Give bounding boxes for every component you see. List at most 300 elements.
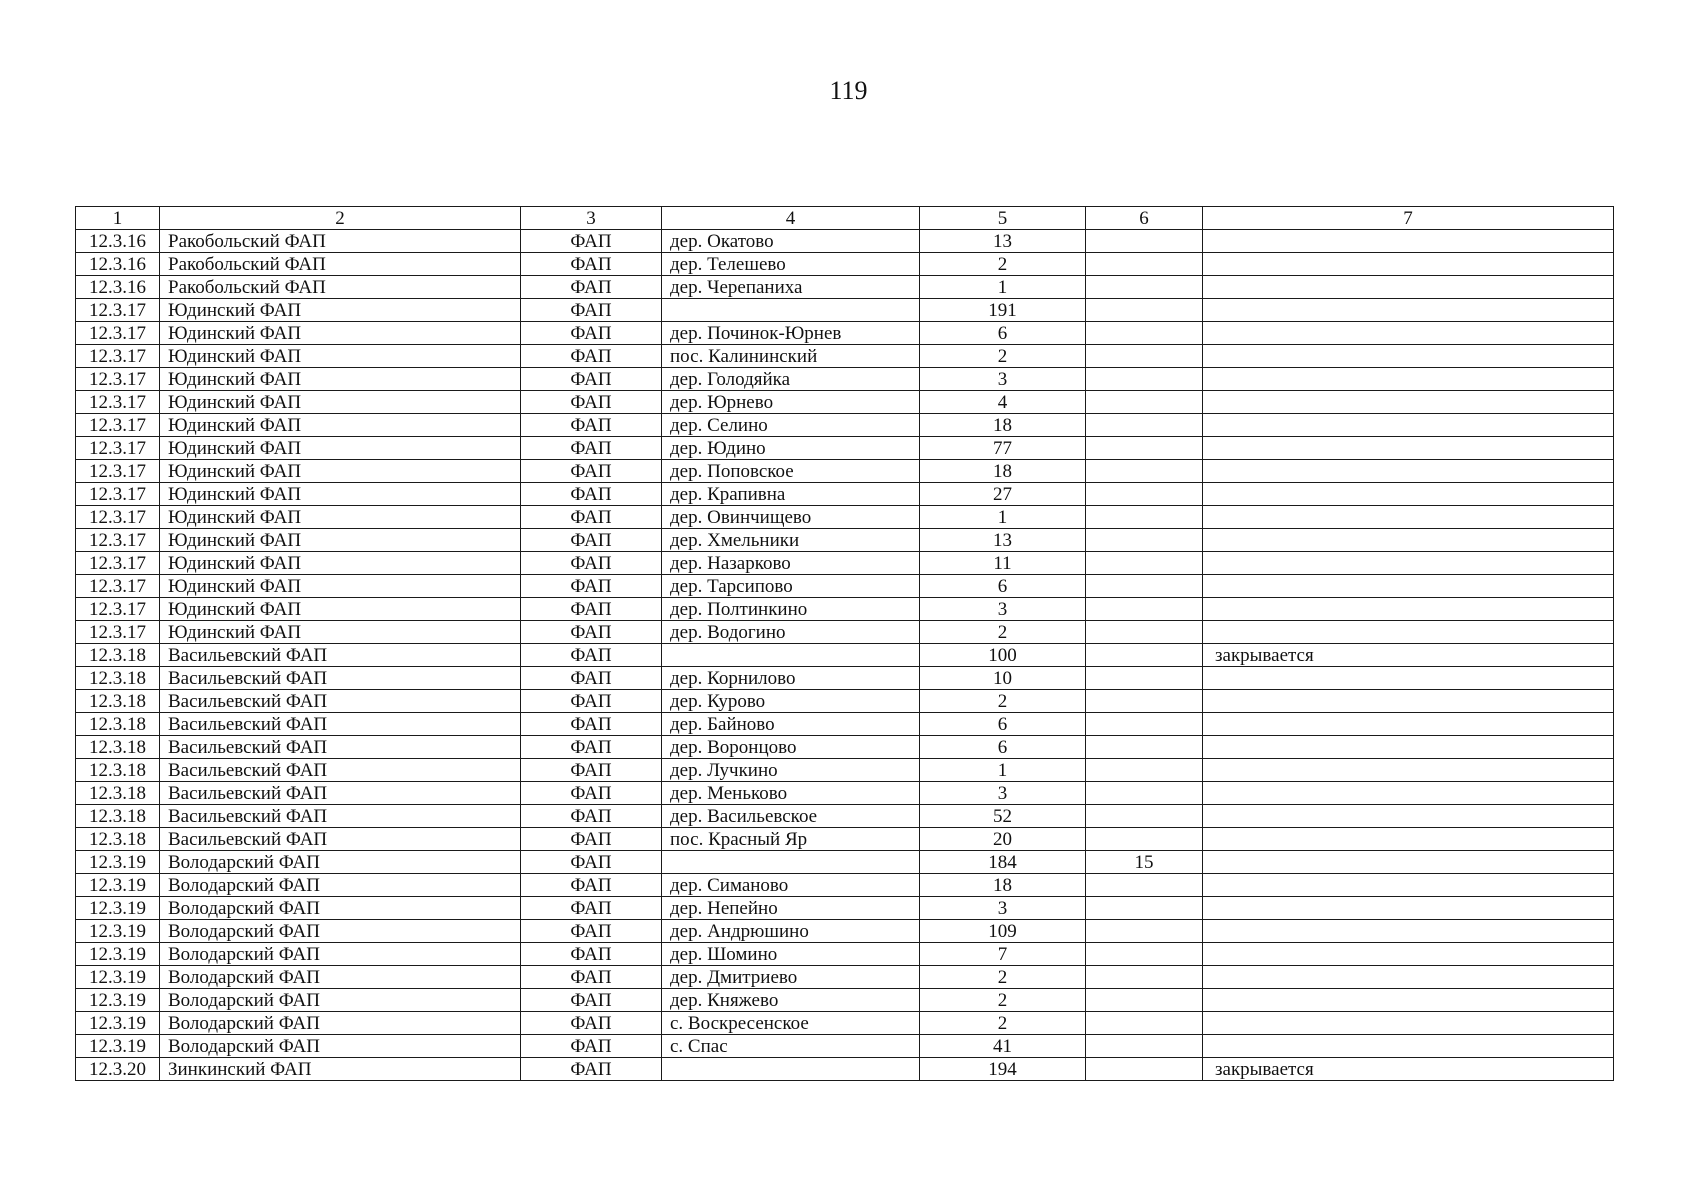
population-cell: 3 [920, 598, 1086, 621]
note-cell [1203, 506, 1614, 529]
facility-type-cell: ФАП [521, 805, 662, 828]
facility-type-cell: ФАП [521, 966, 662, 989]
column-6-cell [1086, 966, 1203, 989]
table-row [76, 1012, 1614, 1035]
facility-type-cell: ФАП [521, 230, 662, 253]
row-number-cell: 12.3.19 [76, 920, 160, 943]
table-row [76, 391, 1614, 414]
row-number-cell: 12.3.18 [76, 759, 160, 782]
note-cell [1203, 943, 1614, 966]
population-cell: 18 [920, 460, 1086, 483]
population-cell: 191 [920, 299, 1086, 322]
population-cell: 13 [920, 529, 1086, 552]
facility-type-cell: ФАП [521, 1058, 662, 1081]
table-row [76, 897, 1614, 920]
row-number-cell: 12.3.17 [76, 460, 160, 483]
header-row [76, 207, 1614, 230]
facility-name-cell: Юдинский ФАП [160, 575, 521, 598]
row-number-cell: 12.3.17 [76, 483, 160, 506]
facility-name-cell: Зинкинский ФАП [160, 1058, 521, 1081]
table-row [76, 322, 1614, 345]
table-row [76, 966, 1614, 989]
facility-type-cell: ФАП [521, 529, 662, 552]
header-cell-3: 3 [521, 207, 662, 230]
row-number-cell: 12.3.17 [76, 322, 160, 345]
note-cell [1203, 989, 1614, 1012]
facility-name-cell: Васильевский ФАП [160, 805, 521, 828]
row-number-cell: 12.3.20 [76, 1058, 160, 1081]
row-number-cell: 12.3.17 [76, 529, 160, 552]
table-row [76, 943, 1614, 966]
facility-type-cell: ФАП [521, 506, 662, 529]
column-6-cell [1086, 782, 1203, 805]
table-row [76, 529, 1614, 552]
population-cell: 6 [920, 736, 1086, 759]
column-6-cell [1086, 552, 1203, 575]
settlement-cell: дер. Байново [662, 713, 920, 736]
column-6-cell [1086, 322, 1203, 345]
facility-type-cell: ФАП [521, 575, 662, 598]
settlement-cell: дер. Непейно [662, 897, 920, 920]
population-cell: 109 [920, 920, 1086, 943]
column-6-cell [1086, 276, 1203, 299]
population-cell: 10 [920, 667, 1086, 690]
header-cell-5: 5 [920, 207, 1086, 230]
facility-name-cell: Володарский ФАП [160, 874, 521, 897]
note-cell [1203, 920, 1614, 943]
facility-name-cell: Васильевский ФАП [160, 713, 521, 736]
facility-type-cell: ФАП [521, 368, 662, 391]
settlement-cell: с. Спас [662, 1035, 920, 1058]
facility-type-cell: ФАП [521, 920, 662, 943]
row-number-cell: 12.3.18 [76, 736, 160, 759]
table-row [76, 345, 1614, 368]
note-cell [1203, 690, 1614, 713]
settlement-cell: дер. Симаново [662, 874, 920, 897]
population-cell: 2 [920, 345, 1086, 368]
facility-name-cell: Володарский ФАП [160, 851, 521, 874]
row-number-cell: 12.3.17 [76, 345, 160, 368]
table-row [76, 506, 1614, 529]
facility-type-cell: ФАП [521, 667, 662, 690]
table-row [76, 690, 1614, 713]
note-cell [1203, 575, 1614, 598]
note-cell [1203, 322, 1614, 345]
note-cell: закрывается [1203, 644, 1614, 667]
note-cell [1203, 460, 1614, 483]
settlement-cell: дер. Княжево [662, 989, 920, 1012]
column-6-cell [1086, 644, 1203, 667]
settlement-cell: дер. Юрнево [662, 391, 920, 414]
column-6-cell [1086, 667, 1203, 690]
facility-name-cell: Васильевский ФАП [160, 782, 521, 805]
facility-type-cell: ФАП [521, 552, 662, 575]
column-6-cell [1086, 368, 1203, 391]
population-cell: 11 [920, 552, 1086, 575]
settlement-cell: дер. Андрюшино [662, 920, 920, 943]
population-cell: 1 [920, 506, 1086, 529]
row-number-cell: 12.3.17 [76, 575, 160, 598]
facility-name-cell: Юдинский ФАП [160, 506, 521, 529]
note-cell [1203, 299, 1614, 322]
facility-type-cell: ФАП [521, 345, 662, 368]
column-6-cell [1086, 713, 1203, 736]
facility-name-cell: Васильевский ФАП [160, 667, 521, 690]
settlement-cell: дер. Поповское [662, 460, 920, 483]
note-cell [1203, 529, 1614, 552]
settlement-cell: дер. Курово [662, 690, 920, 713]
note-cell [1203, 1035, 1614, 1058]
note-cell [1203, 414, 1614, 437]
table-row [76, 299, 1614, 322]
facility-type-cell: ФАП [521, 391, 662, 414]
note-cell [1203, 966, 1614, 989]
note-cell [1203, 874, 1614, 897]
facility-name-cell: Юдинский ФАП [160, 437, 521, 460]
column-6-cell [1086, 483, 1203, 506]
note-cell [1203, 253, 1614, 276]
facility-type-cell: ФАП [521, 483, 662, 506]
population-cell: 77 [920, 437, 1086, 460]
note-cell [1203, 552, 1614, 575]
column-6-cell [1086, 299, 1203, 322]
population-cell: 2 [920, 989, 1086, 1012]
settlement-cell: пос. Калининский [662, 345, 920, 368]
header-cell-2: 2 [160, 207, 521, 230]
column-6-cell [1086, 621, 1203, 644]
facility-name-cell: Юдинский ФАП [160, 345, 521, 368]
facility-name-cell: Володарский ФАП [160, 966, 521, 989]
note-cell [1203, 759, 1614, 782]
table-row [76, 828, 1614, 851]
row-number-cell: 12.3.16 [76, 276, 160, 299]
row-number-cell: 12.3.16 [76, 253, 160, 276]
column-6-cell [1086, 1058, 1203, 1081]
facility-name-cell: Ракобольский ФАП [160, 276, 521, 299]
row-number-cell: 12.3.18 [76, 667, 160, 690]
table-row [76, 414, 1614, 437]
settlement-cell: дер. Воронцово [662, 736, 920, 759]
facility-name-cell: Володарский ФАП [160, 897, 521, 920]
settlement-cell: пос. Красный Яр [662, 828, 920, 851]
note-cell [1203, 483, 1614, 506]
facility-table [75, 206, 1614, 1081]
row-number-cell: 12.3.19 [76, 1012, 160, 1035]
settlement-cell: дер. Починок-Юрнев [662, 322, 920, 345]
facility-type-cell: ФАП [521, 414, 662, 437]
population-cell: 6 [920, 322, 1086, 345]
facility-name-cell: Васильевский ФАП [160, 644, 521, 667]
population-cell: 3 [920, 368, 1086, 391]
population-cell: 27 [920, 483, 1086, 506]
column-6-cell [1086, 759, 1203, 782]
note-cell [1203, 598, 1614, 621]
note-cell [1203, 828, 1614, 851]
table-row [76, 552, 1614, 575]
facility-type-cell: ФАП [521, 713, 662, 736]
column-6-cell [1086, 575, 1203, 598]
column-6-cell [1086, 736, 1203, 759]
row-number-cell: 12.3.17 [76, 391, 160, 414]
facility-name-cell: Васильевский ФАП [160, 759, 521, 782]
facility-name-cell: Володарский ФАП [160, 1035, 521, 1058]
facility-name-cell: Юдинский ФАП [160, 529, 521, 552]
facility-name-cell: Ракобольский ФАП [160, 230, 521, 253]
note-cell [1203, 230, 1614, 253]
facility-type-cell: ФАП [521, 621, 662, 644]
population-cell: 194 [920, 1058, 1086, 1081]
column-6-cell [1086, 230, 1203, 253]
header-cell-7: 7 [1203, 207, 1614, 230]
settlement-cell: дер. Селино [662, 414, 920, 437]
settlement-cell [662, 851, 920, 874]
table-row [76, 598, 1614, 621]
facility-type-cell: ФАП [521, 874, 662, 897]
table-row [76, 253, 1614, 276]
facility-name-cell: Володарский ФАП [160, 920, 521, 943]
settlement-cell: дер. Юдино [662, 437, 920, 460]
column-6-cell [1086, 598, 1203, 621]
table-row [76, 989, 1614, 1012]
table-row [76, 736, 1614, 759]
note-cell [1203, 345, 1614, 368]
population-cell: 2 [920, 1012, 1086, 1035]
population-cell: 52 [920, 805, 1086, 828]
row-number-cell: 12.3.18 [76, 805, 160, 828]
settlement-cell: дер. Корнилово [662, 667, 920, 690]
note-cell [1203, 276, 1614, 299]
settlement-cell: дер. Шомино [662, 943, 920, 966]
facility-name-cell: Володарский ФАП [160, 989, 521, 1012]
population-cell: 3 [920, 782, 1086, 805]
facility-name-cell: Юдинский ФАП [160, 414, 521, 437]
facility-name-cell: Юдинский ФАП [160, 552, 521, 575]
table-row [76, 851, 1614, 874]
facility-type-cell: ФАП [521, 276, 662, 299]
settlement-cell: дер. Тарсипово [662, 575, 920, 598]
population-cell: 100 [920, 644, 1086, 667]
facility-name-cell: Васильевский ФАП [160, 736, 521, 759]
population-cell: 3 [920, 897, 1086, 920]
table-row [76, 1058, 1614, 1081]
settlement-cell: дер. Телешево [662, 253, 920, 276]
table-row [76, 644, 1614, 667]
note-cell [1203, 667, 1614, 690]
settlement-cell: дер. Крапивна [662, 483, 920, 506]
facility-type-cell: ФАП [521, 437, 662, 460]
facility-name-cell: Юдинский ФАП [160, 621, 521, 644]
population-cell: 2 [920, 690, 1086, 713]
population-cell: 6 [920, 575, 1086, 598]
settlement-cell: дер. Полтинкино [662, 598, 920, 621]
settlement-cell [662, 644, 920, 667]
facility-type-cell: ФАП [521, 1012, 662, 1035]
settlement-cell: дер. Черепаниха [662, 276, 920, 299]
facility-name-cell: Юдинский ФАП [160, 368, 521, 391]
facility-type-cell: ФАП [521, 299, 662, 322]
note-cell [1203, 621, 1614, 644]
facility-name-cell: Юдинский ФАП [160, 322, 521, 345]
row-number-cell: 12.3.19 [76, 851, 160, 874]
row-number-cell: 12.3.17 [76, 621, 160, 644]
row-number-cell: 12.3.18 [76, 828, 160, 851]
settlement-cell: дер. Хмельники [662, 529, 920, 552]
row-number-cell: 12.3.18 [76, 644, 160, 667]
population-cell: 7 [920, 943, 1086, 966]
table-row [76, 368, 1614, 391]
note-cell [1203, 391, 1614, 414]
note-cell [1203, 805, 1614, 828]
table-row [76, 230, 1614, 253]
row-number-cell: 12.3.18 [76, 713, 160, 736]
table-row [76, 874, 1614, 897]
table-row [76, 1035, 1614, 1058]
settlement-cell: дер. Назарково [662, 552, 920, 575]
column-6-cell [1086, 805, 1203, 828]
row-number-cell: 12.3.17 [76, 552, 160, 575]
column-6-cell [1086, 874, 1203, 897]
settlement-cell: дер. Дмитриево [662, 966, 920, 989]
column-6-cell [1086, 460, 1203, 483]
population-cell: 18 [920, 874, 1086, 897]
column-6-cell [1086, 943, 1203, 966]
table-row [76, 621, 1614, 644]
note-cell [1203, 1012, 1614, 1035]
row-number-cell: 12.3.19 [76, 989, 160, 1012]
settlement-cell: с. Воскресенское [662, 1012, 920, 1035]
settlement-cell: дер. Овинчищево [662, 506, 920, 529]
facility-type-cell: ФАП [521, 828, 662, 851]
table-row [76, 483, 1614, 506]
facility-type-cell: ФАП [521, 782, 662, 805]
facility-type-cell: ФАП [521, 644, 662, 667]
column-6-cell [1086, 1035, 1203, 1058]
settlement-cell: дер. Окатово [662, 230, 920, 253]
column-6-cell [1086, 920, 1203, 943]
column-6-cell [1086, 345, 1203, 368]
column-6-cell [1086, 253, 1203, 276]
population-cell: 2 [920, 253, 1086, 276]
facility-type-cell: ФАП [521, 759, 662, 782]
table-row [76, 460, 1614, 483]
settlement-cell: дер. Водогино [662, 621, 920, 644]
row-number-cell: 12.3.17 [76, 299, 160, 322]
settlement-cell: дер. Лучкино [662, 759, 920, 782]
settlement-cell [662, 1058, 920, 1081]
facility-name-cell: Юдинский ФАП [160, 391, 521, 414]
facility-name-cell: Юдинский ФАП [160, 483, 521, 506]
note-cell [1203, 713, 1614, 736]
page-number: 119 [829, 76, 868, 105]
note-cell [1203, 736, 1614, 759]
facility-name-cell: Васильевский ФАП [160, 828, 521, 851]
settlement-cell: дер. Меньково [662, 782, 920, 805]
facility-name-cell: Володарский ФАП [160, 943, 521, 966]
population-cell: 6 [920, 713, 1086, 736]
column-6-cell [1086, 437, 1203, 460]
note-cell [1203, 782, 1614, 805]
facility-type-cell: ФАП [521, 598, 662, 621]
population-cell: 1 [920, 276, 1086, 299]
population-cell: 4 [920, 391, 1086, 414]
column-6-cell: 15 [1086, 851, 1203, 874]
population-cell: 1 [920, 759, 1086, 782]
column-6-cell [1086, 414, 1203, 437]
row-number-cell: 12.3.17 [76, 598, 160, 621]
row-number-cell: 12.3.17 [76, 414, 160, 437]
settlement-cell [662, 299, 920, 322]
facility-type-cell: ФАП [521, 1035, 662, 1058]
facility-name-cell: Юдинский ФАП [160, 460, 521, 483]
row-number-cell: 12.3.17 [76, 437, 160, 460]
row-number-cell: 12.3.19 [76, 966, 160, 989]
table-row [76, 437, 1614, 460]
row-number-cell: 12.3.18 [76, 690, 160, 713]
facility-type-cell: ФАП [521, 897, 662, 920]
facility-type-cell: ФАП [521, 851, 662, 874]
table-row [76, 276, 1614, 299]
table-row [76, 920, 1614, 943]
note-cell [1203, 437, 1614, 460]
facility-name-cell: Васильевский ФАП [160, 690, 521, 713]
note-cell [1203, 851, 1614, 874]
population-cell: 20 [920, 828, 1086, 851]
population-cell: 2 [920, 966, 1086, 989]
settlement-cell: дер. Голодяйка [662, 368, 920, 391]
population-cell: 184 [920, 851, 1086, 874]
population-cell: 13 [920, 230, 1086, 253]
facility-name-cell: Ракобольский ФАП [160, 253, 521, 276]
row-number-cell: 12.3.18 [76, 782, 160, 805]
settlement-cell: дер. Васильевское [662, 805, 920, 828]
row-number-cell: 12.3.17 [76, 506, 160, 529]
header-cell-4: 4 [662, 207, 920, 230]
column-6-cell [1086, 506, 1203, 529]
facility-type-cell: ФАП [521, 690, 662, 713]
row-number-cell: 12.3.19 [76, 1035, 160, 1058]
column-6-cell [1086, 828, 1203, 851]
note-cell [1203, 897, 1614, 920]
column-6-cell [1086, 897, 1203, 920]
row-number-cell: 12.3.17 [76, 368, 160, 391]
facility-type-cell: ФАП [521, 989, 662, 1012]
header-cell-6: 6 [1086, 207, 1203, 230]
column-6-cell [1086, 989, 1203, 1012]
table-row [76, 805, 1614, 828]
facility-name-cell: Володарский ФАП [160, 1012, 521, 1035]
table-row [76, 575, 1614, 598]
column-6-cell [1086, 391, 1203, 414]
table-row [76, 759, 1614, 782]
facility-type-cell: ФАП [521, 460, 662, 483]
population-cell: 18 [920, 414, 1086, 437]
facility-type-cell: ФАП [521, 736, 662, 759]
facility-type-cell: ФАП [521, 943, 662, 966]
column-6-cell [1086, 529, 1203, 552]
population-cell: 41 [920, 1035, 1086, 1058]
header-cell-1: 1 [76, 207, 160, 230]
row-number-cell: 12.3.16 [76, 230, 160, 253]
table-row [76, 667, 1614, 690]
facility-name-cell: Юдинский ФАП [160, 299, 521, 322]
row-number-cell: 12.3.19 [76, 897, 160, 920]
row-number-cell: 12.3.19 [76, 874, 160, 897]
note-cell [1203, 368, 1614, 391]
note-cell: закрывается [1203, 1058, 1614, 1081]
facility-type-cell: ФАП [521, 322, 662, 345]
facility-type-cell: ФАП [521, 253, 662, 276]
column-6-cell [1086, 1012, 1203, 1035]
